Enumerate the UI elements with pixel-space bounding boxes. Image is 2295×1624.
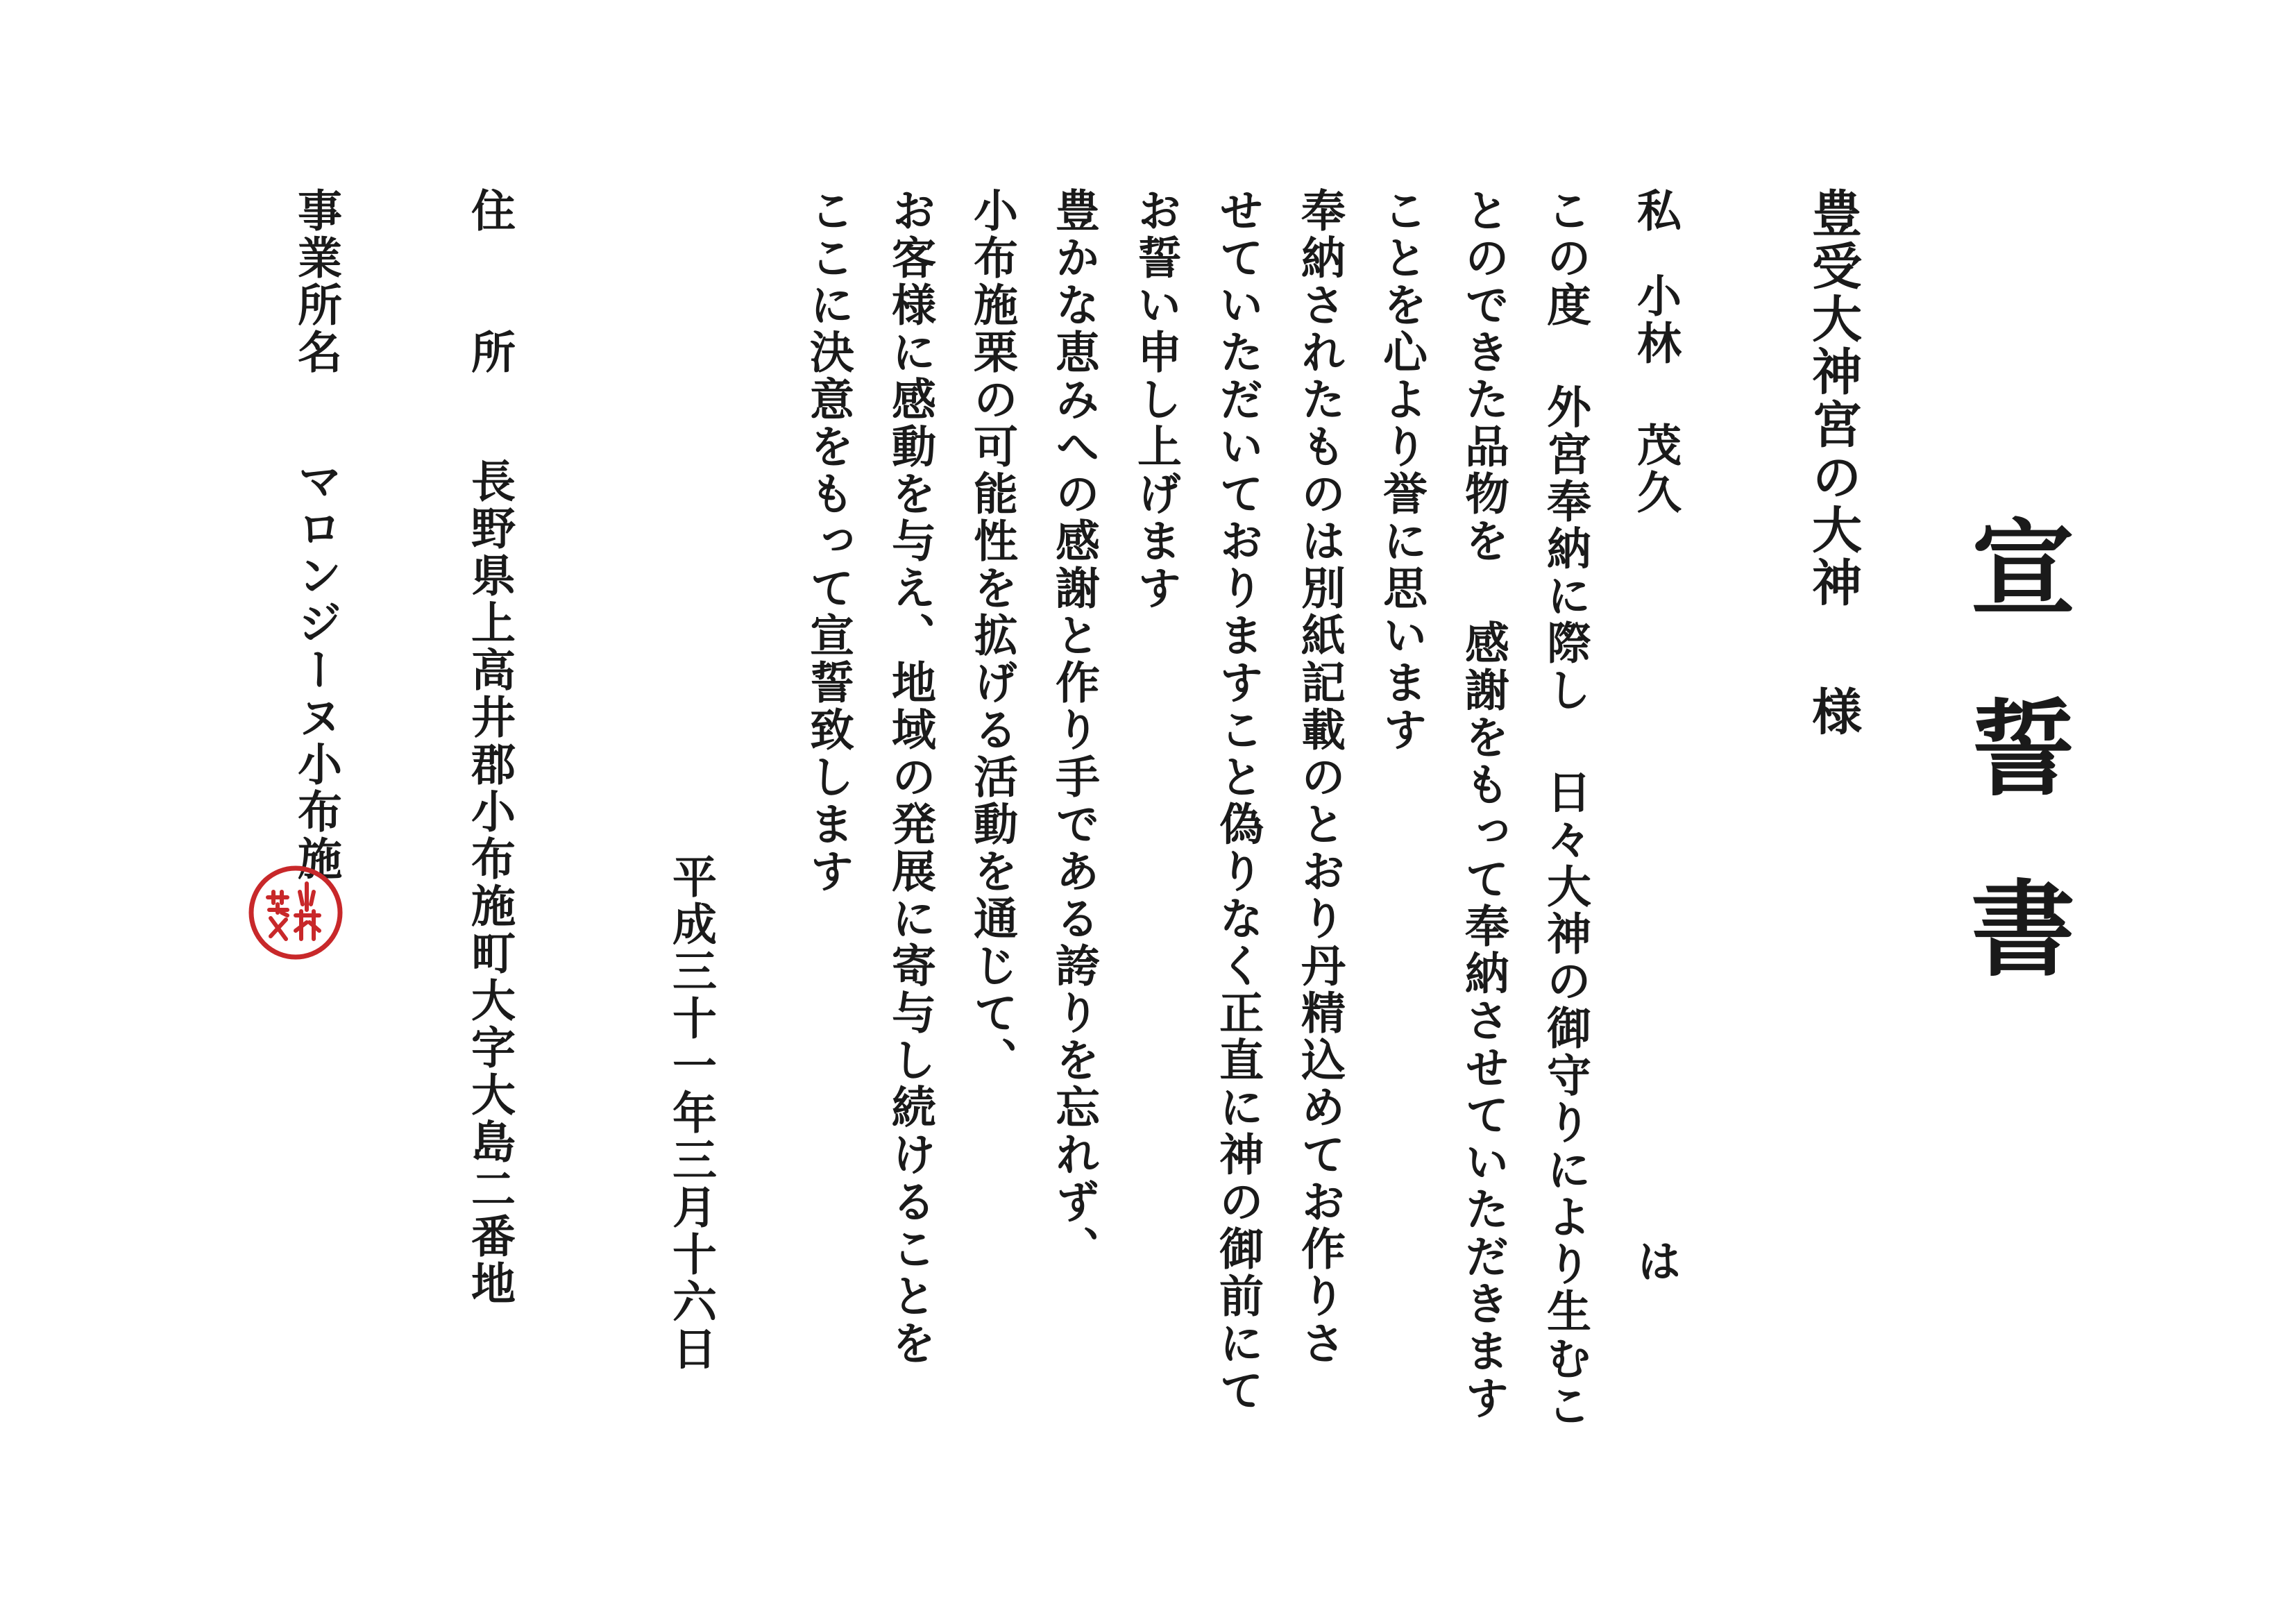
body-line: ことを心より誉に思います bbox=[1375, 187, 1428, 754]
body-line: お誓い申し上げます bbox=[1130, 187, 1182, 612]
seal-glyphs bbox=[268, 883, 319, 939]
business-label: 事業所名 bbox=[290, 187, 342, 376]
address-label: 住所 bbox=[464, 187, 516, 471]
document-title: 宣誓書 bbox=[1953, 514, 2075, 1055]
business-value: マロンジーヌ小布施 bbox=[290, 458, 342, 883]
declarant-particle: は bbox=[1629, 1238, 1682, 1285]
body-line: 小布施栗の可能性を拡げる活動を通じて、 bbox=[966, 187, 1018, 1084]
addressee-name: 豊受大神宮の大神 bbox=[1804, 187, 1863, 609]
body-line: 豊かな恵みへの感謝と作り手である誇りを忘れず、 bbox=[1048, 187, 1100, 1273]
seal-stamp bbox=[247, 864, 344, 961]
body-line: せていただいておりますこと偽りなく正直に神の御前にて bbox=[1212, 187, 1264, 1414]
body-line: ここに決意をもって宣誓致します bbox=[802, 187, 854, 895]
document-date: 平成三十一年三月十六日 bbox=[665, 854, 717, 1373]
addressee-honorific: 様 bbox=[1804, 686, 1863, 738]
body-line: この度 外宮奉納に際し 日々大神の御守りにより生むこ bbox=[1539, 187, 1591, 1430]
body-line: 奉納されたものは別紙記載のとおり丹精込めてお作りさ bbox=[1294, 187, 1346, 1367]
declarant-line bbox=[1629, 187, 1682, 1285]
body-line: とのできた品物を 感謝をもって奉納させていただきます bbox=[1457, 187, 1509, 1422]
declarant-prefix: 私 bbox=[1629, 187, 1682, 235]
addressee bbox=[1804, 187, 1863, 738]
body-line: お客様に感動を与え、地域の発展に寄与し続けることを bbox=[884, 187, 936, 1367]
address-value: 長野県上高井郡小布施町大字大島二番地 bbox=[464, 458, 516, 1308]
declarant-name: 小林 茂久 bbox=[1629, 273, 1682, 516]
seal-ring bbox=[251, 868, 340, 957]
